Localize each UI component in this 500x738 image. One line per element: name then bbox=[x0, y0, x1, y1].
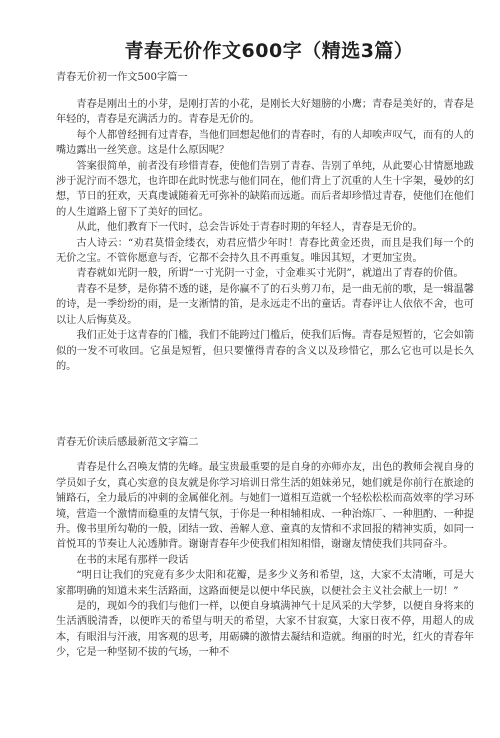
paragraph: 青春是什么召唤友情的先峰。最宝贵最重要的是自身的亦师亦友，出色的教师会视自身的学员如子女，真心实意的良友就是你学习培训日常生活的姐妹弟兄，她们就是你前行在旅途的铺路石，全力最后的冲刺的金属催化剂。与她们一道相互造就一个轻松松松而高效率的学习环境，营造一个激情而稳重的友情气氛，于你是一种相辅相成、一种治炼厂、一种胆酌、一种提升。像书里所勾勒的一般，团结一致、善解人意、童真的友情和不求回报的精神实质，如同一首悦耳的节奏让人沁透肺背。谢谢青春年少使我们相知相惜，谢谢友情使我们共同奋斗。 bbox=[56, 462, 474, 551]
section-title: 青春无价读后感最新范文字篇二 bbox=[56, 437, 199, 449]
paragraph: 每个人都曾经拥有过青春，当他们回想起他们的青春时，有的人却唉声叹气，而有的人的嘴边露出一丝笑意。这是什么原因呢？ bbox=[56, 129, 474, 157]
paragraph: 在书的末尾有那样一段话 bbox=[76, 554, 189, 566]
paragraph: 青春是刚出土的小芽，是刚打苦的小花，是刚长大好翅膀的小鹰；青春是美好的，青春是年轻的，青春是充满活力的。青春是无价的。 bbox=[56, 99, 474, 126]
paragraph: 我们正处于这青春的门槛，我们不能跨过门槛后，使我们后悔。青春是短暂的，它会如箭似的一发不可收回。它虽是短暂，但只要懂得青春的含义以及珍惜它，那么它也可以是长久的。 bbox=[56, 330, 474, 372]
document-title: 青春无价作文600字（精选3篇） bbox=[124, 40, 414, 62]
section-two bbox=[56, 436, 474, 660]
paragraph: 古人诗云：“劝君莫惜金缕衣，劝君应惜少年时！青春比黄金还贵，而且是我们每一个的无价之宝。不管你愿意与否，它都不会持久且不再重复。唯因其短，才更加宝贵。 bbox=[56, 237, 474, 265]
paragraph: 从此，他们教育下一代时，总会告诉处于青春时期的年轻人，青春是无价的。 bbox=[76, 222, 423, 234]
paragraph: 答案很简单，前者没有珍惜青春，使他们告别了青春、告别了单纯，从此要心甘情愿地跋涉于泥泞而不怨尤，也许即在此时恍悲与他们同在，他们背上了沉重的人生十字架，曼妙的幻想，节日的狂欢，天真虔诚随着无可弥补的缺陷而远逝。而后者却珍惜过青春，使他们在他们的人生道路上留下了美好的回忆。 bbox=[56, 160, 474, 218]
section-title: 青春无价初一作文500字篇一 bbox=[56, 72, 188, 83]
paragraph: 青春就如光阴一般，所谓“一寸光阴一寸金，寸金难买寸光阴”，就道出了青春的价值。 bbox=[76, 268, 464, 280]
paragraph: 青春不是梦，是你猜不透的谜，是你赢不了的石头剪刀布，是一曲无前的歌，是一辑温馨的诗，是一季纷纷的雨，是一支淅情的笛，是永远走不出的童话。青春评让人依依不舍，也可以让人后悔莫及。 bbox=[56, 283, 474, 326]
section-one bbox=[56, 71, 474, 374]
paragraph: “明日让我们的究竟有多少太阳和花瓣，是多少义务和希望，这，大家不太清晰，可是大家都明确的知道未来生活路面，这路面便是以便中华民族，以便社会主义社会献上一切！” bbox=[56, 570, 474, 597]
paragraph: 是的，现如今的我们与他们一样，以便自身填满神气十足风采的大学梦，以便自身将来的生活洒脱清香，以便昨天的希望与明天的希望，大家不甘寂寞，大家日夜不停，用超人的成本，有眼泪与汗液，用客观的思考，用砺磷的激情去凝结和造就。绚丽的时光，红火的青春年少，它是一种坚韧不拔的气场，一种不 bbox=[56, 600, 474, 659]
